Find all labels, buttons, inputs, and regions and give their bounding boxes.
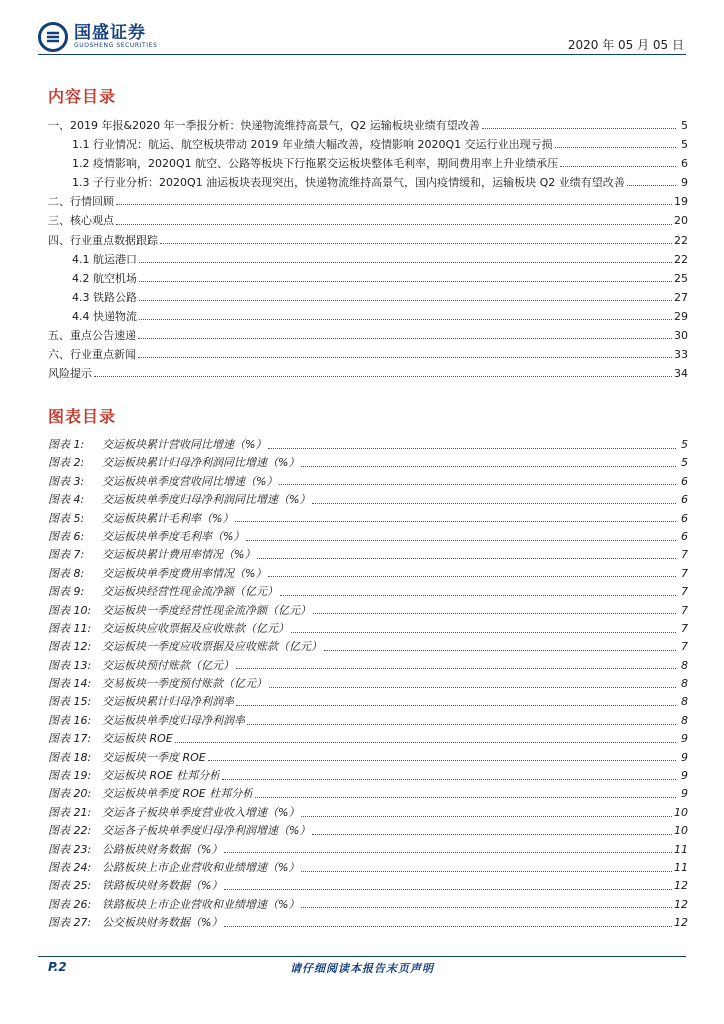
dot-leader: [116, 204, 672, 205]
figure-label: 图表 27:: [48, 916, 92, 930]
toc-entry-text: 四、行业重点数据跟踪: [48, 233, 158, 247]
toc-entry[interactable]: [48, 914, 688, 932]
toc-entry[interactable]: [48, 822, 688, 840]
figure-caption: 交运板块累计归母净利润同比增速（%）: [102, 456, 300, 470]
dot-leader: [627, 185, 676, 186]
figure-label: 图表 8:: [48, 566, 85, 580]
figure-caption: 交运板块单季度费用率情况（%）: [102, 566, 267, 580]
toc-page-number: 22: [674, 252, 688, 266]
toc-entry-text: 4.1 航运港口: [72, 252, 137, 266]
toc-entry-text: [48, 473, 277, 491]
toc-entry-text: [48, 749, 206, 767]
toc-entry[interactable]: [48, 638, 688, 656]
toc-entry-text: 六、行业重点新闻: [48, 348, 136, 362]
toc-entry[interactable]: [48, 785, 688, 803]
toc-page-number: 7: [681, 640, 688, 654]
toc-entry[interactable]: [48, 154, 688, 173]
figure-label: 图表 14:: [48, 677, 92, 691]
toc-entry-text: [48, 822, 310, 840]
toc-page-number: 6: [681, 529, 688, 543]
figure-label: 图表 10:: [48, 603, 92, 617]
figure-label: 图表 19:: [48, 769, 92, 783]
toc-entry-text: [48, 620, 289, 638]
toc-entry-text: [48, 510, 233, 528]
toc-entry-text: 4.4 快递物流: [72, 309, 137, 323]
toc-entry-text: [48, 491, 310, 509]
toc-entry[interactable]: [48, 307, 688, 326]
toc-entry-text: [48, 730, 173, 748]
toc-entry-text: 4.2 航空机场: [72, 271, 137, 285]
company-logo: [38, 22, 157, 52]
dot-leader: [313, 613, 676, 614]
figure-label: 图表 1:: [48, 438, 85, 451]
toc-page-number: 25: [674, 271, 688, 285]
toc-entry[interactable]: [48, 326, 688, 345]
toc-entry[interactable]: [48, 510, 688, 528]
dot-leader: [224, 889, 672, 890]
toc-entry-text: 1.1 行业情况：航运、航空板块带动 2019 年业绩大幅改善，疫情影响 2020Q1 交运行业出现亏损: [72, 138, 553, 152]
toc-entry[interactable]: [48, 211, 688, 230]
toc-entry[interactable]: [48, 730, 688, 748]
toc-entry-text: [48, 877, 222, 895]
toc-entry-text: 4.3 铁路公路: [72, 290, 137, 304]
figure-caption: 交运板块单季度毛利率（%）: [102, 529, 245, 543]
toc-page-number: 11: [674, 860, 688, 874]
figure-caption: 交运板块单季度 ROE 杜邦分析: [102, 787, 254, 801]
toc-entry[interactable]: [48, 454, 688, 472]
toc-entry-text: [48, 454, 299, 472]
toc-entry[interactable]: [48, 859, 688, 877]
figure-caption: 交运板块单季度归母净利润率: [102, 713, 245, 727]
dot-leader: [301, 907, 672, 908]
toc-page-number: 6: [681, 493, 688, 507]
logo-subtitle: GUOSHENG SECURITIES: [74, 42, 158, 49]
figure-label: 图表 23:: [48, 842, 92, 856]
dot-leader: [555, 147, 676, 148]
dot-leader: [482, 128, 676, 129]
toc-entry-text: [48, 712, 245, 730]
toc-page-number: 33: [674, 348, 688, 362]
toc-entry[interactable]: [48, 693, 688, 711]
toc-page-number: 7: [681, 603, 688, 617]
toc-page-number: 8: [681, 677, 688, 691]
dot-leader: [160, 243, 672, 244]
toc-entry-text: [48, 546, 255, 564]
dot-leader: [312, 503, 676, 504]
toc-entry-text: [48, 693, 234, 711]
figure-caption: 交运各子板块单季度归母净利润增速（%）: [102, 824, 311, 838]
dot-leader: [301, 871, 672, 872]
dot-leader: [324, 650, 676, 651]
toc-entry-text: [48, 841, 222, 859]
toc-entry-text: 风险提示: [48, 367, 92, 381]
figure-label: 图表 7:: [48, 548, 85, 562]
toc-entry[interactable]: [48, 364, 688, 383]
toc-entry[interactable]: [48, 436, 688, 454]
footer-divider: [38, 956, 686, 957]
figure-label: 图表 24:: [48, 860, 92, 874]
figure-label: 图表 12:: [48, 640, 92, 654]
toc-page-number: 8: [681, 695, 688, 709]
dot-leader: [291, 632, 676, 633]
toc-page-number: 12: [674, 879, 688, 893]
toc-entry-text: [48, 767, 220, 785]
toc-page-number: 8: [681, 658, 688, 672]
figure-caption: 交运板块累计毛利率（%）: [102, 511, 234, 525]
figure-caption: 铁路板块财务数据（%）: [102, 879, 223, 893]
logo-name: 国盛证券: [74, 23, 146, 43]
toc-page-number: 6: [681, 157, 688, 171]
figure-label: 图表 4:: [48, 493, 85, 507]
toc-page-number: 11: [674, 842, 688, 856]
report-date: 2020 年 05 月 05 日: [567, 38, 684, 52]
toc-page-number: 7: [681, 621, 688, 635]
toc-entry-text: [48, 914, 222, 932]
figure-label: 图表 21:: [48, 805, 92, 819]
dot-leader: [208, 760, 676, 761]
toc-entry[interactable]: [48, 620, 688, 638]
figure-label: 图表 6:: [48, 529, 85, 543]
dot-leader: [222, 779, 676, 780]
dot-leader: [235, 521, 676, 522]
dot-leader: [246, 540, 676, 541]
toc-page-number: 8: [681, 713, 688, 727]
toc-page-number: 9: [681, 750, 688, 764]
toc-page-number: 34: [674, 367, 688, 381]
toc-entry-text: [48, 657, 234, 675]
figure-caption: 交运板块应收票据及应收账款（亿元）: [102, 621, 289, 635]
figure-caption: 交运板块一季度 ROE: [102, 750, 206, 764]
contents-list: [48, 116, 688, 383]
dot-leader: [257, 558, 676, 559]
figure-label: 图表 2:: [48, 456, 85, 470]
figure-caption: 交运板块预付账款（亿元）: [102, 658, 234, 672]
toc-entry-text: [48, 859, 299, 877]
toc-entry[interactable]: [48, 528, 688, 546]
toc-page-number: 9: [681, 769, 688, 783]
dot-leader: [94, 376, 672, 377]
figure-label: 图表 11:: [48, 621, 92, 635]
toc-entry-text: 二、行情回顾: [48, 195, 114, 209]
toc-entry[interactable]: [48, 491, 688, 509]
toc-entry[interactable]: [48, 345, 688, 364]
figure-caption: 交运板块经营性现金流净额（亿元）: [102, 585, 278, 599]
toc-entry[interactable]: [48, 288, 688, 307]
toc-page-number: 27: [674, 290, 688, 304]
dot-leader: [236, 668, 676, 669]
header-divider: [38, 54, 686, 55]
dot-leader: [116, 224, 672, 225]
toc-entry[interactable]: [48, 250, 688, 269]
dot-leader: [224, 852, 672, 853]
figure-label: 图表 16:: [48, 713, 92, 727]
toc-entry[interactable]: [48, 877, 688, 895]
figure-label: 图表 15:: [48, 695, 92, 709]
dot-leader: [139, 281, 672, 282]
dot-leader: [236, 705, 676, 706]
figure-label: 图表 17:: [48, 732, 92, 746]
figure-label: 图表 9:: [48, 585, 85, 599]
toc-page-number: 6: [681, 511, 688, 525]
toc-entry-text: 一、2019 年报&2020 年一季报分析：快递物流维持高景气，Q2 运输板块业绩有望改善: [48, 119, 480, 132]
figure-caption: 交运板块累计归母净利润率: [102, 695, 234, 709]
figure-caption: 交运板块一季度应收票据及应收账款（亿元）: [102, 640, 322, 654]
toc-entry[interactable]: [48, 473, 688, 491]
toc-page-number: 9: [681, 732, 688, 746]
toc-entry[interactable]: [48, 675, 688, 693]
toc-page-number: 29: [674, 309, 688, 323]
toc-page-number: 20: [674, 214, 688, 228]
figure-caption: 交运板块单季度归母净利润同比增速（%）: [102, 493, 311, 507]
dot-leader: [139, 262, 672, 263]
figure-caption: 交运板块 ROE 杜邦分析: [102, 769, 221, 783]
toc-page-number: 22: [674, 233, 688, 247]
toc-entry-text: [48, 804, 299, 822]
toc-page-number: 19: [674, 195, 688, 209]
toc-page-number: 7: [681, 566, 688, 580]
dot-leader: [175, 742, 676, 743]
toc-entry[interactable]: [48, 135, 688, 154]
toc-entry[interactable]: [48, 269, 688, 288]
toc-entry[interactable]: [48, 804, 688, 822]
figure-caption: 交运板块 ROE: [102, 732, 173, 746]
dot-leader: [279, 484, 676, 485]
toc-page-number: 10: [674, 805, 688, 819]
figure-label: 图表 20:: [48, 787, 92, 801]
figure-label: 图表 5:: [48, 511, 85, 525]
guosheng-logo-icon: [38, 22, 68, 52]
figures-title: 图表目录: [48, 407, 117, 426]
contents-title: 内容目录: [48, 87, 117, 106]
dot-leader: [268, 448, 676, 449]
figure-caption: 交运板块单季度营收同比增速（%）: [102, 474, 278, 488]
toc-page-number: 30: [674, 329, 688, 343]
toc-entry[interactable]: [48, 749, 688, 767]
toc-entry-text: [48, 436, 266, 454]
toc-page-number: 7: [681, 548, 688, 562]
figure-caption: 公路板块财务数据（%）: [102, 842, 223, 856]
toc-page-number: 7: [681, 585, 688, 599]
dot-leader: [255, 797, 676, 798]
toc-entry[interactable]: [48, 116, 688, 135]
toc-entry[interactable]: [48, 657, 688, 675]
toc-entry-text: [48, 565, 266, 583]
dot-leader: [301, 466, 676, 467]
toc-entry-text: [48, 528, 244, 546]
toc-page-number: 5: [681, 456, 688, 470]
toc-entry-text: 五、重点公告速递: [48, 329, 136, 343]
figure-label: 图表 26:: [48, 897, 92, 911]
figure-label: 图表 18:: [48, 750, 92, 764]
toc-entry[interactable]: [48, 712, 688, 730]
toc-entry-text: [48, 638, 322, 656]
toc-entry[interactable]: [48, 583, 688, 601]
dot-leader: [280, 595, 676, 596]
toc-entry-text: [48, 896, 299, 914]
toc-entry-text: [48, 785, 253, 803]
toc-entry[interactable]: [48, 896, 688, 914]
figure-caption: 交运各子板块单季度营业收入增速（%）: [102, 805, 300, 819]
toc-entry-text: [48, 675, 267, 693]
toc-page-number: 10: [674, 824, 688, 838]
dot-leader: [301, 816, 672, 817]
figure-caption: 铁路板块上市企业营收和业绩增速（%）: [102, 897, 300, 911]
figure-label: 图表 3:: [48, 474, 85, 488]
dot-leader: [268, 576, 676, 577]
toc-entry-text: 三、核心观点: [48, 214, 114, 228]
figure-caption: 交易板块一季度预付账款（亿元）: [102, 677, 267, 691]
toc-page-number: 9: [681, 176, 688, 190]
figure-label: 图表 22:: [48, 824, 92, 838]
toc-entry[interactable]: [48, 841, 688, 859]
dot-leader: [138, 357, 672, 358]
toc-page-number: 9: [681, 787, 688, 801]
toc-page-number: 6: [681, 474, 688, 488]
dot-leader: [269, 687, 676, 688]
toc-page-number: 12: [674, 897, 688, 911]
figure-caption: 公交板块财务数据（%）: [102, 916, 223, 930]
toc-entry[interactable]: [48, 602, 688, 620]
toc-entry[interactable]: [48, 767, 688, 785]
dot-leader: [560, 166, 676, 167]
dot-leader: [139, 300, 672, 301]
toc-entry[interactable]: [48, 565, 688, 583]
figure-caption: 交运板块累计营收同比增速（%）: [102, 438, 267, 451]
toc-entry-text: 1.2 疫情影响，2020Q1 航空、公路等板块下行拖累交运板块整体毛利率，期间费用率上升业绩承压: [72, 157, 559, 171]
toc-page-number: 12: [674, 916, 688, 930]
dot-leader: [247, 724, 676, 725]
figure-caption: 交运板块一季度经营性现金流净额（亿元）: [102, 603, 311, 617]
dot-leader: [138, 338, 672, 339]
page-header: [0, 0, 724, 60]
toc-entry[interactable]: [48, 546, 688, 564]
toc-entry-text: [48, 602, 311, 620]
disclaimer-note: 请仔细阅读本报告末页声明: [290, 962, 434, 975]
page-number: P.2: [48, 960, 67, 974]
toc-page-number: 5: [681, 119, 688, 132]
figure-label: 图表 13:: [48, 658, 92, 672]
figure-label: 图表 25:: [48, 879, 92, 893]
dot-leader: [312, 834, 672, 835]
toc-entry[interactable]: [48, 173, 688, 192]
toc-entry-text: [48, 583, 278, 601]
figure-caption: 交运板块累计费用率情况（%）: [102, 548, 256, 562]
toc-entry[interactable]: [48, 231, 688, 250]
toc-entry[interactable]: [48, 192, 688, 211]
dot-leader: [139, 319, 672, 320]
toc-page-number: 5: [681, 138, 688, 152]
figure-caption: 公路板块上市企业营收和业绩增速（%）: [102, 860, 300, 874]
toc-page-number: 5: [681, 438, 688, 451]
dot-leader: [224, 926, 672, 927]
figures-list: [48, 436, 688, 933]
toc-entry-text: 1.3 子行业分析：2020Q1 油运板块表现突出，快递物流维持高景气，国内疫情缓和，运输板块 Q2 业绩有望改善: [72, 176, 625, 190]
